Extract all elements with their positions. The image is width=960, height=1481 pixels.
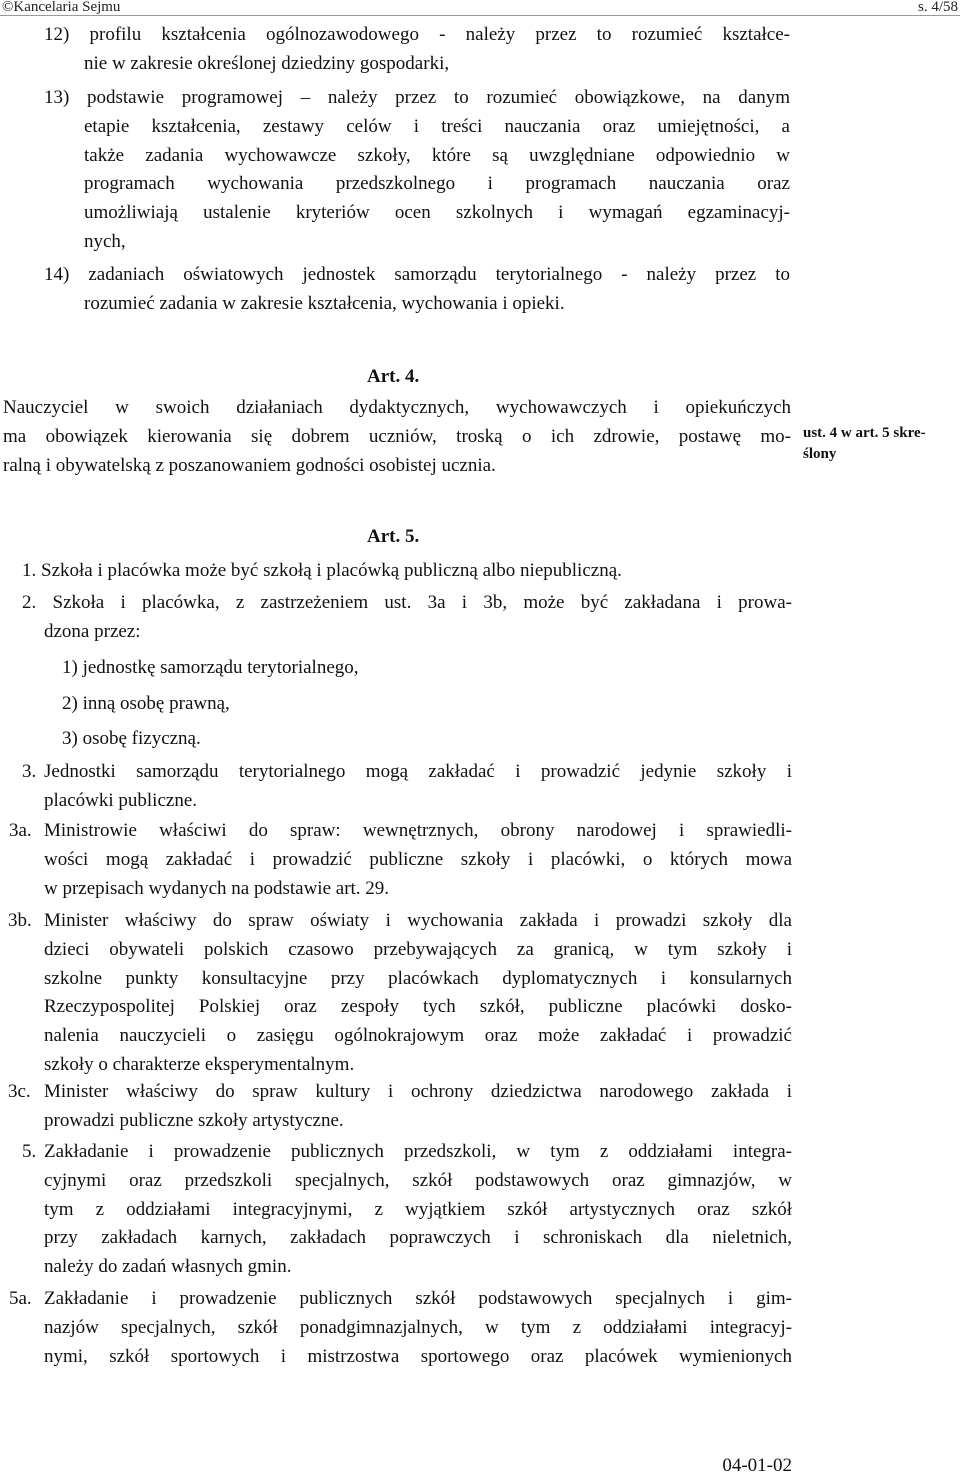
text-line: nalenia nauczycieli o zasięgu ogólnokrajowym oraz może zakładać i prowadzić bbox=[44, 1025, 792, 1047]
text-line: Nauczyciel w swoich działaniach dydaktycznych, wychowawczych i opiekuńczych bbox=[3, 397, 791, 418]
definition-item-13 bbox=[44, 84, 790, 257]
header-source: ©Kancelaria Sejmu bbox=[2, 0, 121, 15]
paragraph-number: 5. bbox=[22, 1141, 37, 1162]
article-4-body bbox=[3, 394, 791, 480]
text-line: 1. Szkoła i placówka może być szkołą i placówką publiczną albo niepubliczną. bbox=[22, 560, 622, 581]
text-line: nymi, szkół sportowych i mistrzostwa sportowego oraz placówek wymienionych bbox=[44, 1345, 792, 1367]
text-line: Minister właściwy do spraw oświaty i wychowania zakłada i prowadzi szkoły dla bbox=[44, 910, 792, 931]
text-line: nych, bbox=[84, 230, 126, 252]
text-line: etapie kształcenia, zestawy celów i treści nauczania oraz umiejętności, a bbox=[84, 115, 790, 137]
text-line: Minister właściwy do spraw kultury i ochrony dziedzictwa narodowego zakłada i bbox=[44, 1081, 792, 1102]
text-line: Jednostki samorządu terytorialnego mogą zakładać i prowadzić jedynie szkoły i bbox=[44, 761, 792, 782]
text-line: umożliwiają ustalenie kryteriów ocen szkolnych i wymagań egzaminacyj- bbox=[84, 202, 790, 224]
text-line: 14) zadaniach oświatowych jednostek samorządu terytorialnego - należy przez to bbox=[44, 264, 790, 285]
header-divider bbox=[0, 15, 960, 16]
text-line: ralną i obywatelską z poszanowaniem godności osobistej ucznia. bbox=[3, 454, 496, 476]
text-line: nazjów specjalnych, szkół ponadgimnazjalnych, w tym z oddziałami integracyj- bbox=[44, 1316, 792, 1338]
list-item: 3) osobę fizyczną. bbox=[62, 728, 201, 749]
margin-note-line: ślony bbox=[803, 446, 837, 462]
text-line: prowadzi publiczne szkoły artystyczne. bbox=[44, 1109, 344, 1131]
text-line: 2. Szkoła i placówka, z zastrzeżeniem ust. 3a i 3b, może być zakładana i prowa- bbox=[22, 592, 792, 613]
text-line: także zadania wychowawcze szkoły, które są uwzględniane odpowiednio w bbox=[84, 144, 790, 166]
text-line: cyjnymi oraz przedszkoli specjalnych, szkół podstawowych oraz gimnazjów, w bbox=[44, 1169, 792, 1191]
text-line: Rzeczypospolitej Polskiej oraz zespoły tych szkół, publiczne placówki dosko- bbox=[44, 996, 792, 1018]
text-line: dzieci obywateli polskich czasowo przebywających za granicą, w tym szkoły i bbox=[44, 938, 792, 960]
text-line: tym z oddziałami integracyjnymi, z wyjątkiem szkół artystycznych oraz szkół bbox=[44, 1198, 792, 1220]
text-line: ma obowiązek kierowania się dobrem uczniów, troską o ich zdrowie, postawę mo- bbox=[3, 425, 791, 447]
text-line: w przepisach wydanych na podstawie art. 29. bbox=[44, 877, 390, 899]
text-line: przy zakładach karnych, zakładach poprawczych i schroniskach dla nieletnich, bbox=[44, 1227, 792, 1249]
text-line: Zakładanie i prowadzenie publicznych szkół podstawowych specjalnych i gim- bbox=[44, 1288, 792, 1309]
paragraph-1 bbox=[22, 557, 792, 586]
text-line: Zakładanie i prowadzenie publicznych przedszkoli, w tym z oddziałami integra- bbox=[44, 1141, 792, 1162]
paragraph-5a bbox=[44, 1285, 792, 1371]
text-line: wości mogą zakładać i prowadzić publiczne szkoły i placówki, o których mowa bbox=[44, 848, 792, 870]
paragraph-5 bbox=[44, 1138, 792, 1282]
paragraph-3a bbox=[44, 817, 792, 903]
text-line: rozumieć zadania w zakresie kształcenia, wychowania i opieki. bbox=[84, 292, 565, 314]
footer-date-code: 04-01-02 bbox=[722, 1455, 792, 1476]
text-line: szkolne punkty konsultacyjne przy placówkach dyplomatycznych i konsularnych bbox=[44, 967, 792, 989]
list-item: 1) jednostkę samorządu terytorialnego, bbox=[62, 657, 359, 678]
paragraph-3b bbox=[44, 907, 792, 1080]
list-item: 2) inną osobę prawną, bbox=[62, 692, 230, 714]
paragraph-3c bbox=[44, 1078, 792, 1136]
text-line: nie w zakresie określonej dziedziny gospodarki, bbox=[84, 52, 450, 74]
paragraph-2-list bbox=[62, 650, 462, 757]
paragraph-number: 5a. bbox=[9, 1288, 32, 1309]
paragraph-number: 3a. bbox=[9, 820, 32, 841]
text-line: placówki publiczne. bbox=[44, 789, 198, 811]
paragraph-number: 3c. bbox=[8, 1081, 31, 1102]
text-line: Ministrowie właściwi do spraw: wewnętrznych, obrony narodowej i sprawiedli- bbox=[44, 820, 792, 841]
article-5-heading: Art. 5. bbox=[367, 526, 420, 547]
paragraph-2 bbox=[22, 589, 792, 647]
text-line: programach wychowania przedszkolnego i programach nauczania oraz bbox=[84, 173, 790, 195]
text-line: 12) profilu kształcenia ogólnozawodowego - należy przez to rozumieć kształce- bbox=[44, 24, 790, 45]
text-line: dzona przez: bbox=[44, 620, 141, 642]
margin-note bbox=[803, 423, 926, 465]
paragraph-3 bbox=[44, 758, 792, 816]
definition-item-14 bbox=[44, 261, 790, 319]
paragraph-number: 3. bbox=[22, 761, 37, 782]
article-4-heading: Art. 4. bbox=[367, 366, 420, 387]
definition-item-12 bbox=[44, 21, 790, 79]
text-line: 13) podstawie programowej – należy przez to rozumieć obowiązkowe, na danym bbox=[44, 87, 790, 108]
header-page-number: s. 4/58 bbox=[917, 0, 958, 15]
paragraph-number: 3b. bbox=[8, 910, 32, 931]
text-line: należy do zadań własnych gmin. bbox=[44, 1256, 292, 1278]
text-line: szkoły o charakterze eksperymentalnym. bbox=[44, 1053, 355, 1075]
margin-note-line: ust. 4 w art. 5 skre- bbox=[803, 425, 926, 441]
